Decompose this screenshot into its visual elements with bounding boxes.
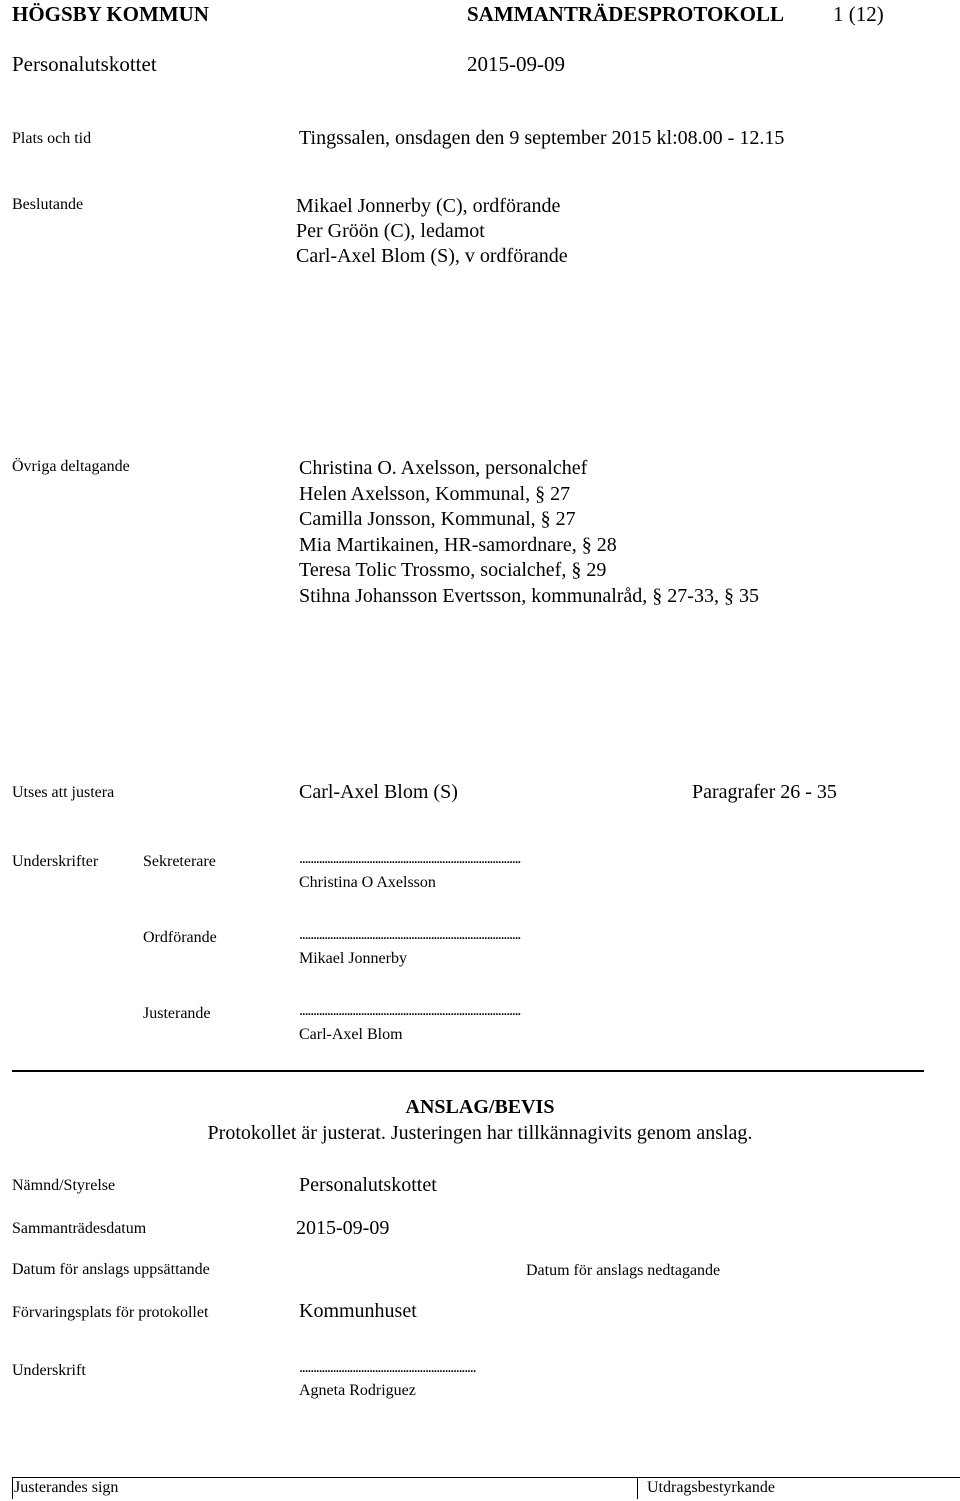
adjuster-sign-label: Justerandes sign xyxy=(14,1479,119,1496)
org-name: HÖGSBY KOMMUN xyxy=(12,2,209,26)
notice-signature-name: Agneta Rodriguez xyxy=(299,1382,416,1399)
deciding-member: Mikael Jonnerby (C), ordförande xyxy=(296,195,561,217)
extract-label: Utdragsbestyrkande xyxy=(647,1479,775,1496)
footer-divider-middle xyxy=(637,1477,638,1499)
section-divider xyxy=(12,1070,924,1072)
signatures-label: Underskrifter xyxy=(12,853,99,870)
other-member: Teresa Tolic Trossmo, socialchef, § 29 xyxy=(299,559,607,581)
others-members xyxy=(299,456,759,609)
removed-date-label: Datum för anslags nedtagande xyxy=(526,1262,721,1279)
other-member: Christina O. Axelsson, personalchef xyxy=(299,457,588,479)
adjuster-role: Justerande xyxy=(143,1005,211,1022)
place-time-value: Tingssalen, onsdagen den 9 september 2015 kl:08.00 - 12.15 xyxy=(299,127,785,149)
deciding-member: Carl-Axel Blom (S), v ordförande xyxy=(296,245,568,267)
meeting-date: 2015-09-09 xyxy=(467,52,565,76)
notice-subtitle: Protokollet är justerat. Justeringen har tillkännagivits genom anslag. xyxy=(207,1122,753,1144)
other-member: Stihna Johansson Evertsson, kommunalråd, § 27-33, § 35 xyxy=(299,584,759,607)
adjust-paragraphs: Paragrafer 26 - 35 xyxy=(692,781,837,803)
chair-signature-line: ............................................................................... xyxy=(299,926,521,943)
secretary-signature-line: ............................................................................... xyxy=(299,850,521,867)
board-label: Nämnd/Styrelse xyxy=(12,1177,116,1194)
other-member: Mia Martikainen, HR-samordnare, § 28 xyxy=(299,533,617,556)
footer-divider-left xyxy=(12,1477,13,1499)
deciding-members xyxy=(296,194,568,269)
other-member: Camilla Jonsson, Kommunal, § 27 xyxy=(299,508,576,530)
board-value: Personalutskottet xyxy=(299,1174,437,1196)
page-number: 1 (12) xyxy=(833,2,884,26)
notice-signature-line: ............................................................... xyxy=(299,1359,476,1376)
document-type: SAMMANTRÄDESPROTOKOLL xyxy=(467,2,784,26)
secretary-name: Christina O Axelsson xyxy=(299,874,436,891)
adjust-name: Carl-Axel Blom (S) xyxy=(299,781,458,803)
adjust-label: Utses att justera xyxy=(12,784,115,801)
other-member: Helen Axelsson, Kommunal, § 27 xyxy=(299,482,571,505)
deciding-member: Per Gröön (C), ledamot xyxy=(296,220,485,242)
secretary-role: Sekreterare xyxy=(143,853,216,870)
chair-role: Ordförande xyxy=(143,929,217,946)
signature-label: Underskrift xyxy=(12,1362,86,1379)
posted-date-label: Datum för anslags uppsättande xyxy=(12,1261,210,1278)
storage-label: Förvaringsplats för protokollet xyxy=(12,1304,209,1321)
storage-value: Kommunhuset xyxy=(299,1300,417,1322)
notice-title: ANSLAG/BEVIS xyxy=(405,1096,555,1118)
chair-name: Mikael Jonnerby xyxy=(299,950,407,967)
adjuster-name: Carl-Axel Blom xyxy=(299,1026,403,1043)
adjuster-signature-line: ............................................................................... xyxy=(299,1002,521,1019)
footer-rule xyxy=(12,1477,960,1478)
meeting-date-label: Sammanträdesdatum xyxy=(12,1220,147,1237)
others-label: Övriga deltagande xyxy=(12,458,130,475)
meeting-date-value: 2015-09-09 xyxy=(296,1217,390,1239)
place-time-label: Plats och tid xyxy=(12,130,92,147)
deciding-label: Beslutande xyxy=(12,196,84,213)
committee-name: Personalutskottet xyxy=(12,52,157,76)
